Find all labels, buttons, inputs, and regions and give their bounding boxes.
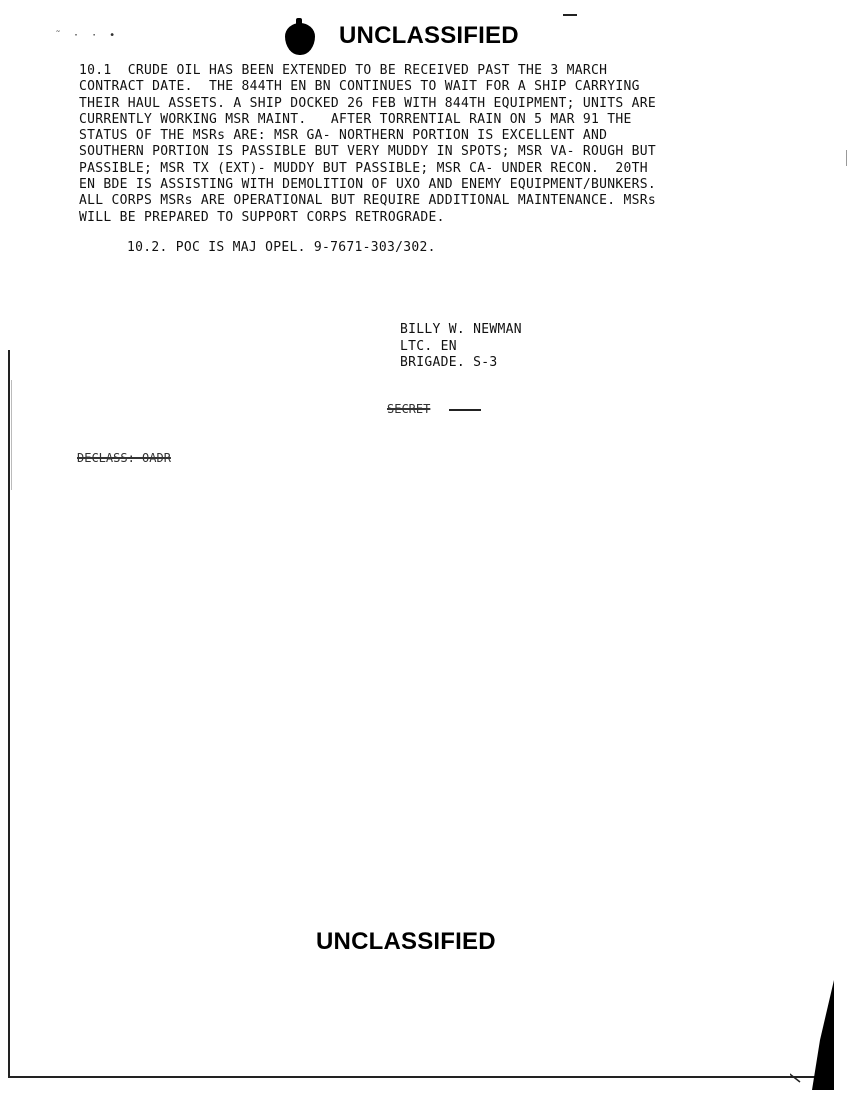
signature-office: BRIGADE. S-3 <box>400 355 498 370</box>
left-page-edge-shadow <box>11 380 12 490</box>
left-page-edge <box>8 350 10 1078</box>
signature-name: BILLY W. NEWMAN <box>400 322 522 337</box>
scan-specks: ˜ · · • <box>55 30 119 41</box>
paragraph-10-1: 10.1 CRUDE OIL HAS BEEN EXTENDED TO BE RECEIVED PAST THE 3 MARCH CONTRACT DATE. THE 844TH EN BN CONTINUES TO WAIT FOR A SHIP CARRYING THEIR HAUL ASSETS. A SHIP DOCKED 26 FEB WITH 844TH EQUIPMENT; UNITS ARE CURRENTLY WORKING MSR MAINT. AFTER TORRENTIAL RAIN ON 5 MAR 91 THE STATUS OF THE MSRs ARE: MSR GA- NORTHERN PORTION IS EXCELLENT AND SOUTHERN PORTION IS PASSIBLE BUT VERY MUDDY IN SPOTS; MSR VA- ROUGH BUT PASSIBLE; MSR TX (EXT)- MUDDY BUT PASSIBLE; MSR CA- UNDER RECON. 20TH EN BDE IS ASSISTING WITH DEMOLITION OF UXO AND ENEMY EQUIPMENT/BUNKERS. ALL CORPS MSRs ARE OPERATIONAL BUT REQUIRE ADDITIONAL MAINTENANCE. MSRs WILL BE PREPARED TO SUPPORT CORPS RETROGRADE. <box>79 63 656 225</box>
classification-footer: UNCLASSIFIED <box>316 928 496 955</box>
bottom-page-edge <box>8 1076 826 1078</box>
struck-secret-marking: SECRET <box>387 402 431 416</box>
signature-block <box>400 322 522 372</box>
scan-edge-mark <box>846 150 847 166</box>
paragraph-10-2: 10.2. POC IS MAJ OPEL. 9-7671-303/302. <box>127 240 436 255</box>
scan-mark <box>563 14 577 16</box>
struck-declass-marking: DECLASS: OADR <box>77 451 171 465</box>
classification-header: UNCLASSIFIED <box>339 22 519 49</box>
ink-blot-mark <box>285 23 315 55</box>
signature-rank: LTC. EN <box>400 338 457 354</box>
page-corner-wedge <box>790 980 834 1090</box>
